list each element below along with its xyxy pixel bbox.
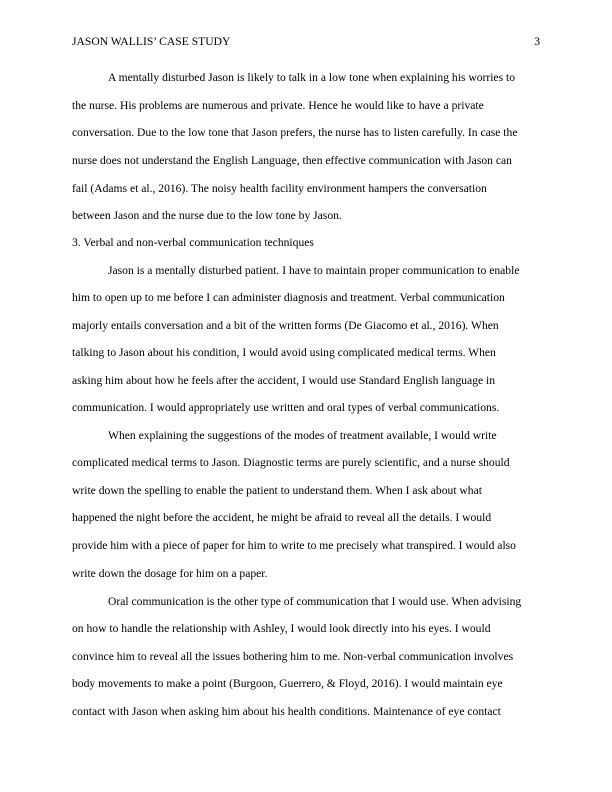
paragraph-line: body movements to make a point (Burgoon, Guerrero, & Floyd, 2016). I would maintain eye: [72, 677, 503, 690]
paragraph-line: fail (Adams et al., 2016). The noisy health facility environment hampers the conversation: [72, 182, 487, 195]
paragraph-line: convince him to reveal all the issues bothering him to me. Non-verbal communication involves: [72, 650, 514, 663]
paragraph-line: the nurse. His problems are numerous and private. Hence he would like to have a private: [72, 99, 484, 112]
paragraph-line: between Jason and the nurse due to the low tone by Jason.: [72, 209, 342, 222]
running-head: JASON WALLIS’ CASE STUDY: [72, 35, 231, 48]
paragraph-line: write down the dosage for him on a paper.: [72, 567, 268, 580]
paragraph-line: Oral communication is the other type of communication that I would use. When advising: [108, 595, 522, 608]
paragraph-line: conversation. Due to the low tone that Jason prefers, the nurse has to listen carefully. In case the: [72, 126, 518, 139]
paragraph-line: A mentally disturbed Jason is likely to talk in a low tone when explaining his worries to: [108, 71, 516, 84]
paragraph-line: communication. I would appropriately use written and oral types of verbal communications.: [72, 401, 500, 414]
paragraph-line: complicated medical terms to Jason. Diagnostic terms are purely scientific, and a nurse should: [72, 456, 510, 469]
paragraph-line: nurse does not understand the English Language, then effective communication with Jason can: [72, 154, 512, 167]
paragraph-line: asking him about how he feels after the accident, I would use Standard English language in: [72, 374, 496, 387]
paragraph-line: Jason is a mentally disturbed patient. I have to maintain proper communication to enable: [108, 264, 520, 277]
paragraph-line: majorly entails conversation and a bit of the written forms (De Giacomo et al., 2016). When: [72, 319, 499, 332]
paragraph-line: on how to handle the relationship with Ashley, I would look directly into his eyes. I would: [72, 622, 491, 635]
section-heading: 3. Verbal and non-verbal communication techniques: [72, 236, 314, 249]
paragraph-line: happened the night before the accident, he might be afraid to reveal all the details. I would: [72, 511, 492, 524]
paragraph-line: talking to Jason about his condition, I would avoid using complicated medical terms. When: [72, 346, 496, 359]
paragraph-line: provide him with a piece of paper for him to write to me precisely what transpired. I would also: [72, 539, 516, 552]
paragraph-line: When explaining the suggestions of the modes of treatment available, I would write: [108, 429, 497, 442]
paragraph-line: him to open up to me before I can administer diagnosis and treatment. Verbal communication: [72, 291, 505, 304]
page-number: 3: [534, 35, 540, 48]
paragraph-line: write down the spelling to enable the patient to understand them. When I ask about what: [72, 484, 482, 497]
paragraph-line: contact with Jason when asking him about his health conditions. Maintenance of eye contact: [72, 705, 501, 718]
